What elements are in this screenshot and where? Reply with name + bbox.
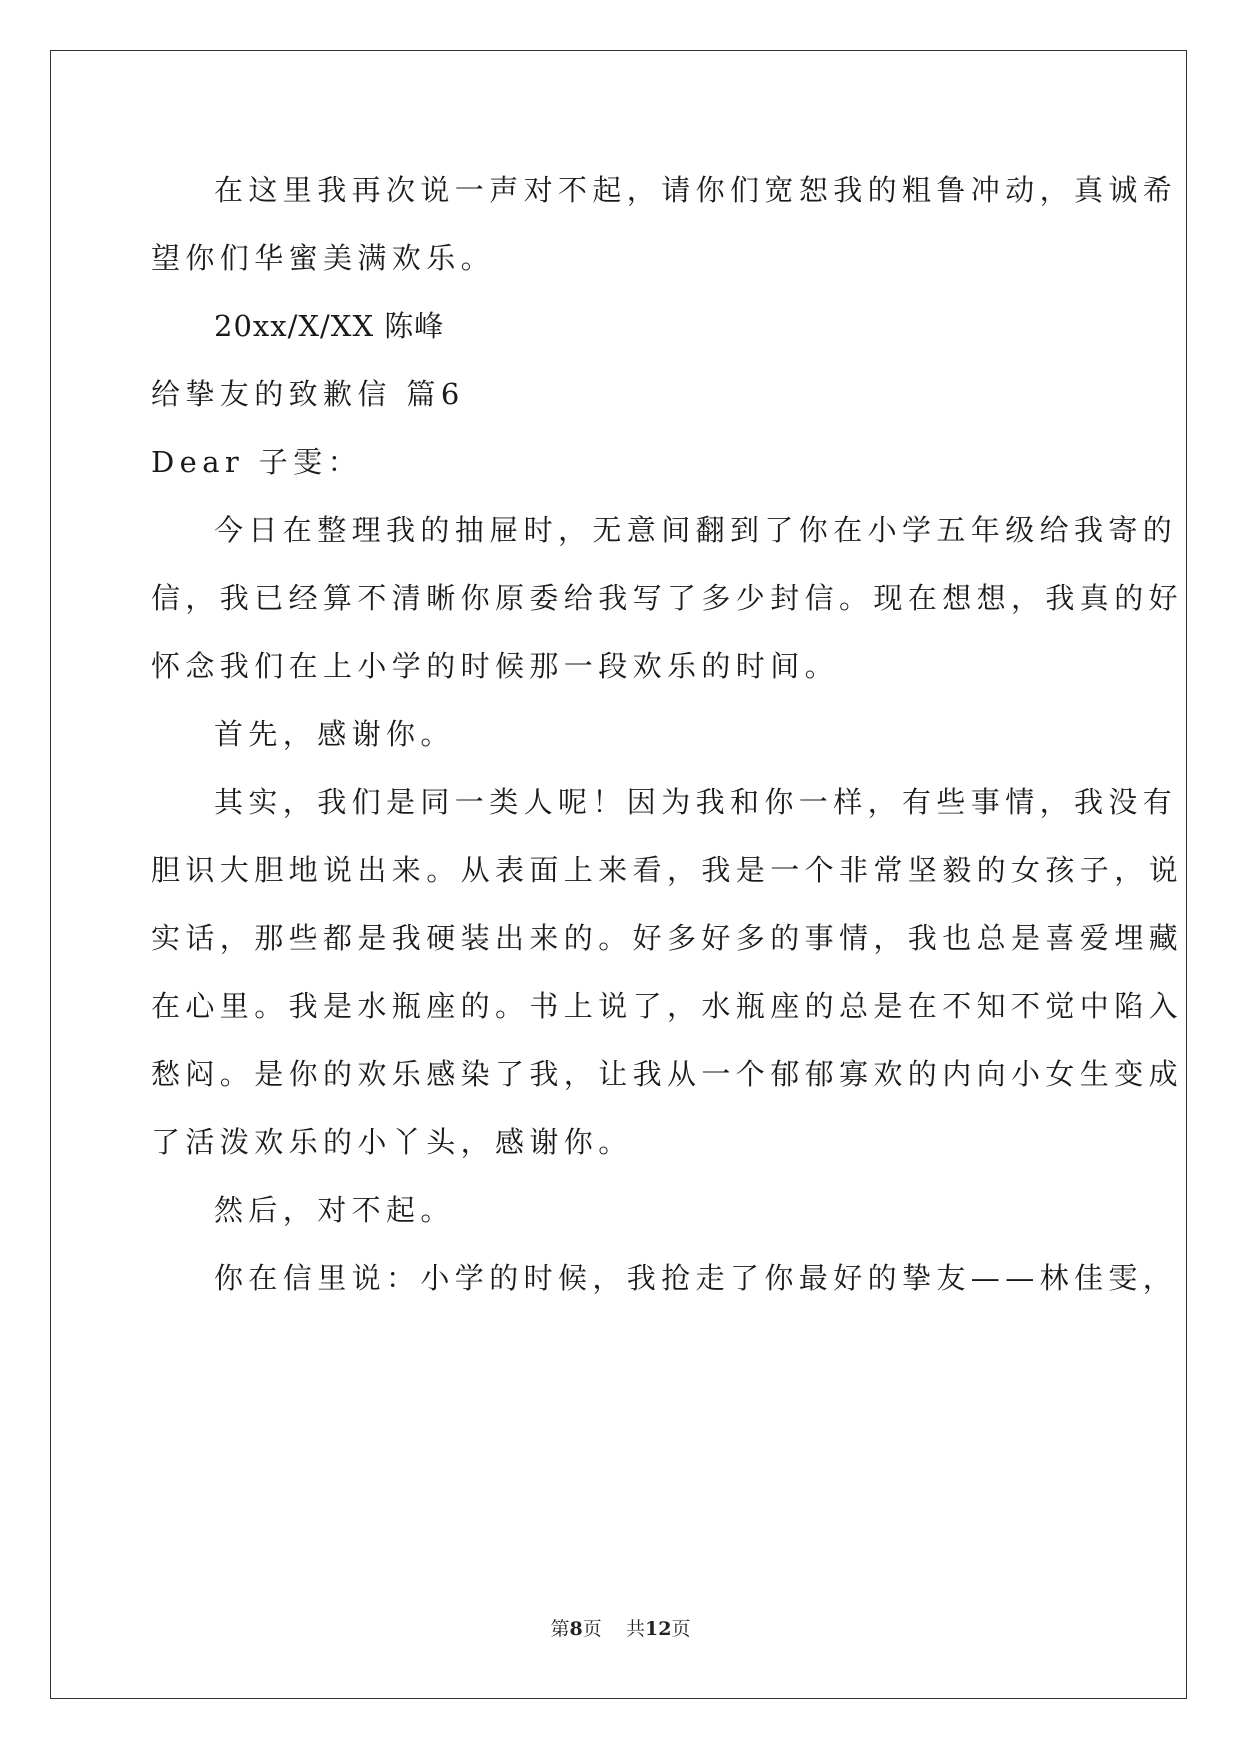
- paragraph-line: 首先，感谢你。: [214, 717, 455, 751]
- paragraph-line: 你在信里说：小学的时候，我抢走了你最好的挚友——林佳雯，: [214, 1261, 1178, 1295]
- signature-date-line: 20xx/X/XX 陈峰: [214, 309, 445, 343]
- footer-prefix: 第: [550, 1618, 570, 1640]
- salutation: Dear 子雯：: [151, 445, 362, 479]
- paragraph-line: 然后，对不起。: [214, 1193, 455, 1227]
- total-pages-number: 12: [644, 1618, 672, 1640]
- paragraph-line: 愁闷。是你的欢乐感染了我，让我从一个郁郁寡欢的内向小女生变成: [151, 1057, 1184, 1091]
- paragraph-line: 了活泼欢乐的小丫头，感谢你。: [151, 1125, 633, 1159]
- paragraph-line: 今日在整理我的抽屉时，无意间翻到了你在小学五年级给我寄的: [214, 513, 1178, 547]
- paragraph-line: 胆识大胆地说出来。从表面上来看，我是一个非常坚毅的女孩子，说: [151, 853, 1184, 887]
- paragraph-line: 其实，我们是同一类人呢！因为我和你一样，有些事情，我没有: [214, 785, 1178, 819]
- paragraph-line: 实话，那些都是我硬装出来的。好多好多的事情，我也总是喜爱埋藏: [151, 921, 1184, 955]
- paragraph-line: 怀念我们在上小学的时候那一段欢乐的时间。: [151, 649, 840, 683]
- paragraph-line: 在这里我再次说一声对不起，请你们宽恕我的粗鲁冲动，真诚希: [214, 173, 1178, 207]
- page-footer: [0, 1617, 1241, 1641]
- section-heading: 给挚友的致歉信 篇6: [151, 377, 465, 411]
- paragraph-line: 望你们华蜜美满欢乐。: [151, 241, 496, 275]
- footer-page-suffix: 页: [582, 1618, 602, 1640]
- footer-total-suffix: 页: [671, 1618, 691, 1640]
- current-page-number: 8: [569, 1618, 583, 1640]
- paragraph-line: 在心里。我是水瓶座的。书上说了，水瓶座的总是在不知不觉中陷入: [151, 989, 1184, 1023]
- footer-total-prefix: 共: [625, 1618, 645, 1640]
- paragraph-line: 信，我已经算不清晰你原委给我写了多少封信。现在想想，我真的好: [151, 581, 1184, 615]
